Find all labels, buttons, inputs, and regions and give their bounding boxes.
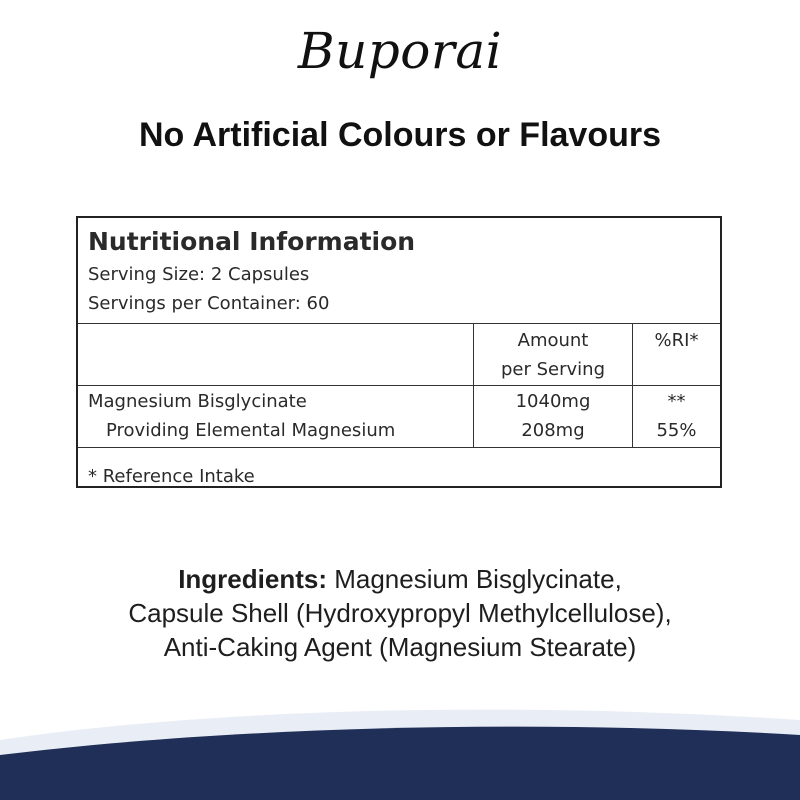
row-name-elemental-magnesium: Providing Elemental Magnesium	[106, 420, 396, 441]
row-ri-magnesium-bisglycinate: **	[667, 391, 686, 412]
nutrition-panel-header	[78, 218, 720, 324]
header-ri-cell	[633, 324, 720, 385]
ingredients-label: Ingredients:	[178, 564, 327, 594]
table-data-rows	[78, 386, 720, 448]
header-amount-line1: Amount	[517, 330, 589, 351]
decorative-wave	[0, 700, 800, 800]
ingredients-line2: Capsule Shell (Hydroxypropyl Methylcellulose),	[128, 598, 672, 628]
ingredients-line3: Anti-Caking Agent (Magnesium Stearate)	[163, 632, 637, 662]
nutrition-title: Nutritional Information	[88, 227, 416, 256]
header-amount-line2: per Serving	[500, 359, 605, 380]
ingredients-line1: Magnesium Bisglycinate,	[334, 564, 622, 594]
serving-size: Serving Size: 2 Capsules	[88, 264, 310, 285]
header-name-cell	[78, 324, 474, 385]
row-name-magnesium-bisglycinate: Magnesium Bisglycinate	[88, 391, 307, 412]
servings-per-container: Servings per Container: 60	[88, 293, 330, 314]
nutrition-panel	[76, 216, 722, 488]
headline: No Artificial Colours or Flavours	[138, 116, 662, 154]
row-ri-elemental-magnesium: 55%	[656, 420, 697, 441]
brand-logo: Buporai	[297, 22, 503, 80]
row-amount-elemental-magnesium: 208mg	[521, 420, 585, 441]
reference-intake-footnote: * Reference Intake	[88, 466, 255, 487]
ingredients-block	[0, 562, 800, 664]
header-ri: %RI*	[654, 330, 699, 351]
table-header-row	[78, 324, 720, 386]
row-amount-magnesium-bisglycinate: 1040mg	[515, 391, 591, 412]
header-amount-cell	[474, 324, 633, 385]
